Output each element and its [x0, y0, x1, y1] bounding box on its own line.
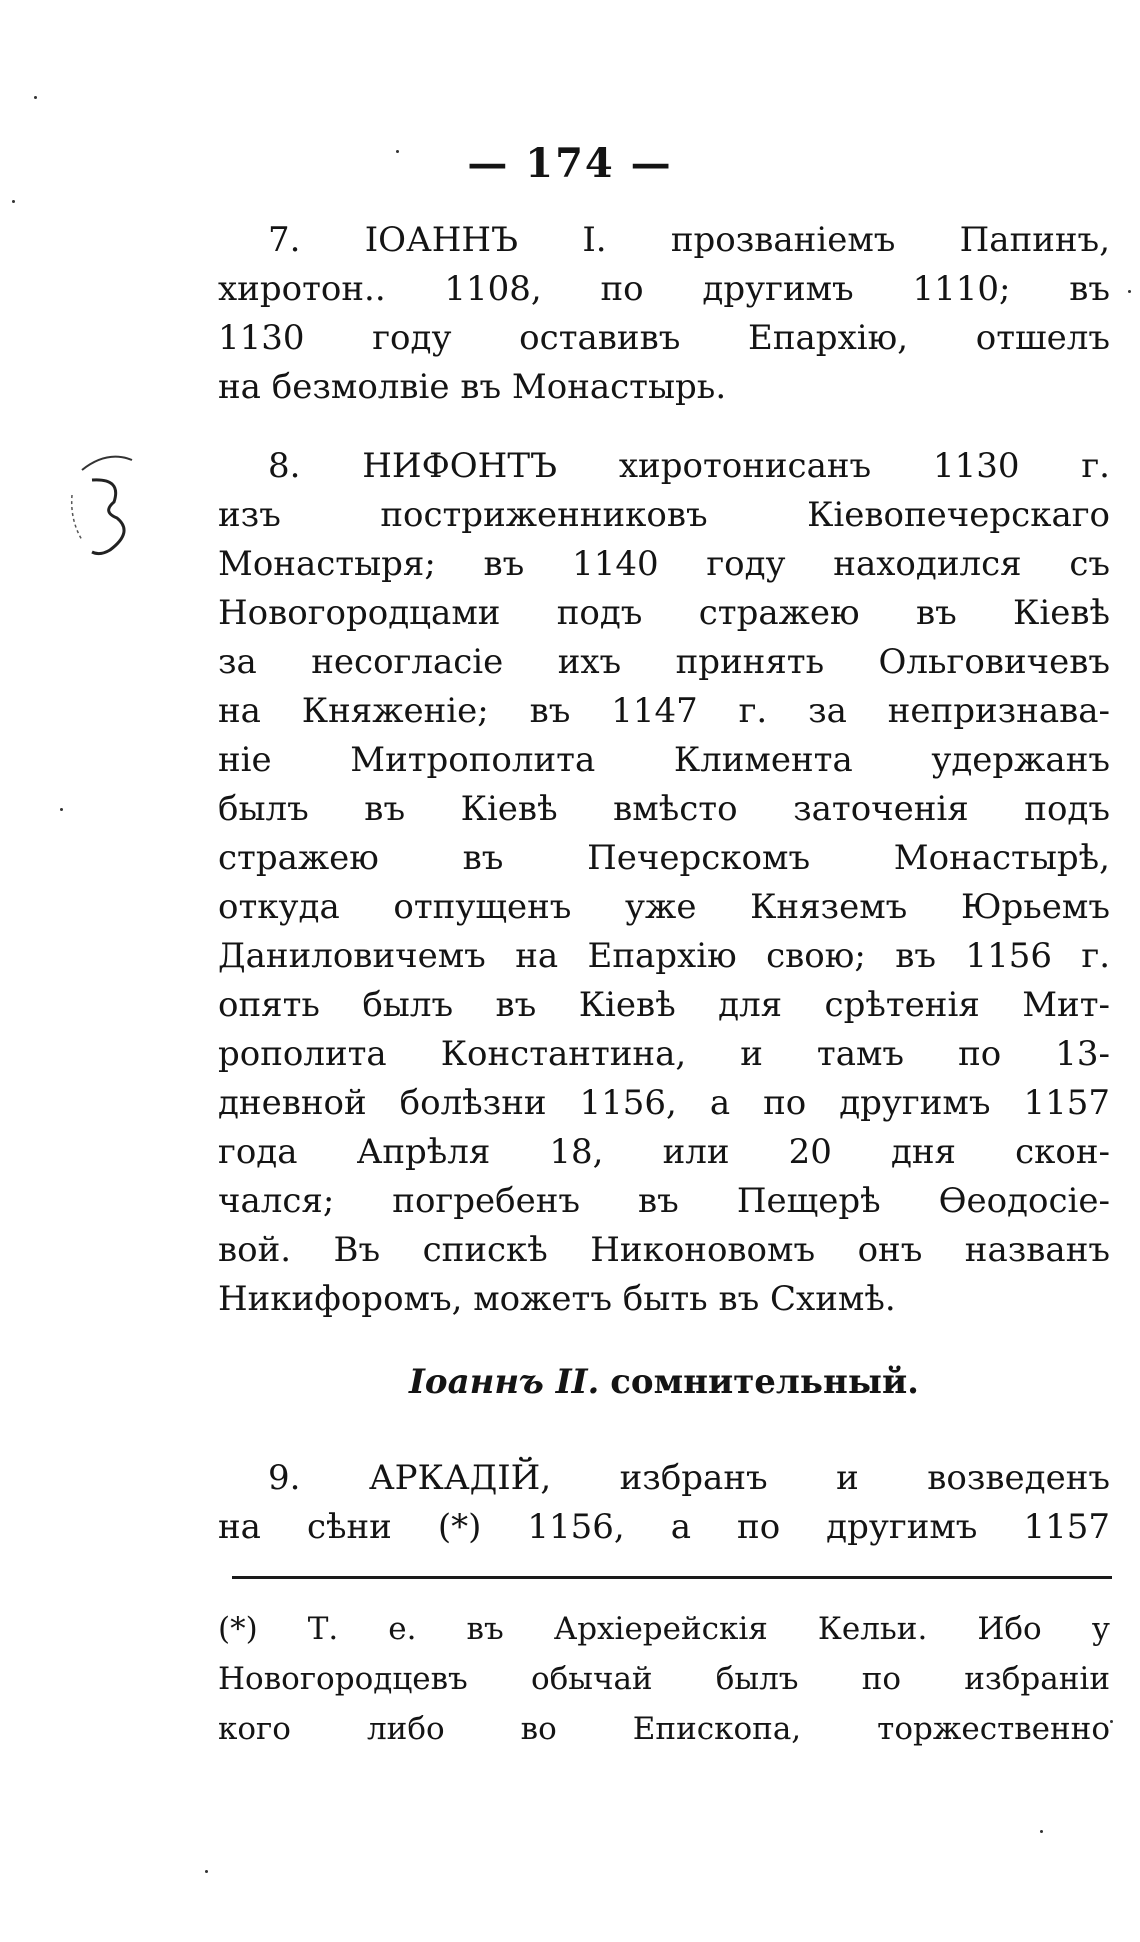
footnote-line: кого либо во Епископа, торжественно — [218, 1711, 1110, 1747]
text-line: 1130 году оставивъ Епархію, отшелъ — [218, 318, 1110, 358]
text-line — [218, 1358, 1110, 1407]
text-line: 7. ІОАННЪ І. прозваніемъ Папинъ, — [268, 220, 1110, 260]
entry-note: сомнительный. — [610, 1362, 919, 1402]
text-line: откуда отпущенъ уже Княземъ Юрьемъ — [218, 887, 1110, 927]
handwritten-margin-mark — [62, 440, 152, 570]
text-line: за несогласіе ихъ принять Ольговичевъ — [218, 642, 1110, 682]
text-line: года Апрѣля 18, или 20 дня скон- — [218, 1132, 1110, 1172]
entry-9-paragraph — [218, 1454, 1110, 1552]
footnote-divider — [232, 1576, 1112, 1579]
text-line: стражею въ Печерскомъ Монастырѣ, — [218, 838, 1110, 878]
text-line: ніе Митрополита Климента удержанъ — [218, 740, 1110, 780]
entry-8-paragraph — [218, 442, 1110, 1324]
entry-name: Іоаннъ II. — [409, 1362, 600, 1402]
text-line: на Княженіе; въ 1147 г. за непризнава- — [218, 691, 1110, 731]
text-line: вой. Въ спискѣ Никоновомъ онъ названъ — [218, 1230, 1110, 1270]
text-line: изъ постриженниковъ Кіевопечерскаго — [218, 495, 1110, 535]
text-line: на сѣни (*) 1156, а по другимъ 1157 — [218, 1507, 1110, 1547]
text-line: Никифоромъ, можетъ быть въ Схимѣ. — [218, 1279, 896, 1319]
text-line: на безмолвіе въ Монастырь. — [218, 367, 727, 407]
text-line: дневной болѣзни 1156, а по другимъ 1157 — [218, 1083, 1110, 1123]
text-line: хиротон.. 1108, по другимъ 1110; въ — [218, 269, 1110, 309]
page-number: — 174 — — [467, 140, 673, 187]
footnote — [218, 1604, 1110, 1754]
entry-7-paragraph — [218, 216, 1110, 412]
text-line: 9. АРКАДІЙ, избранъ и возведенъ — [268, 1458, 1110, 1498]
text-line: Даниловичемъ на Епархію свою; въ 1156 г. — [218, 936, 1110, 976]
footnote-line: (*) Т. е. въ Архіерейскія Кельи. Ибо у — [218, 1611, 1110, 1647]
text-line: Монастыря; въ 1140 году находился съ — [218, 544, 1110, 584]
entry-ioann-ii — [218, 1358, 1110, 1407]
text-line: рополита Константина, и тамъ по 13- — [218, 1034, 1110, 1074]
text-line: Новогородцами подъ стражею въ Кіевѣ — [218, 593, 1110, 633]
text-line: 8. НИФОНТЪ хиротонисанъ 1130 г. — [268, 446, 1110, 486]
footnote-line: Новогородцевъ обычай былъ по избраніи — [218, 1661, 1110, 1697]
text-line: чался; погребенъ въ Пещерѣ Ѳеодосіе- — [218, 1181, 1110, 1221]
text-line: опять былъ въ Кіевѣ для срѣтенія Мит- — [218, 985, 1110, 1025]
text-line: былъ въ Кіевѣ вмѣсто заточенія подъ — [218, 789, 1110, 829]
